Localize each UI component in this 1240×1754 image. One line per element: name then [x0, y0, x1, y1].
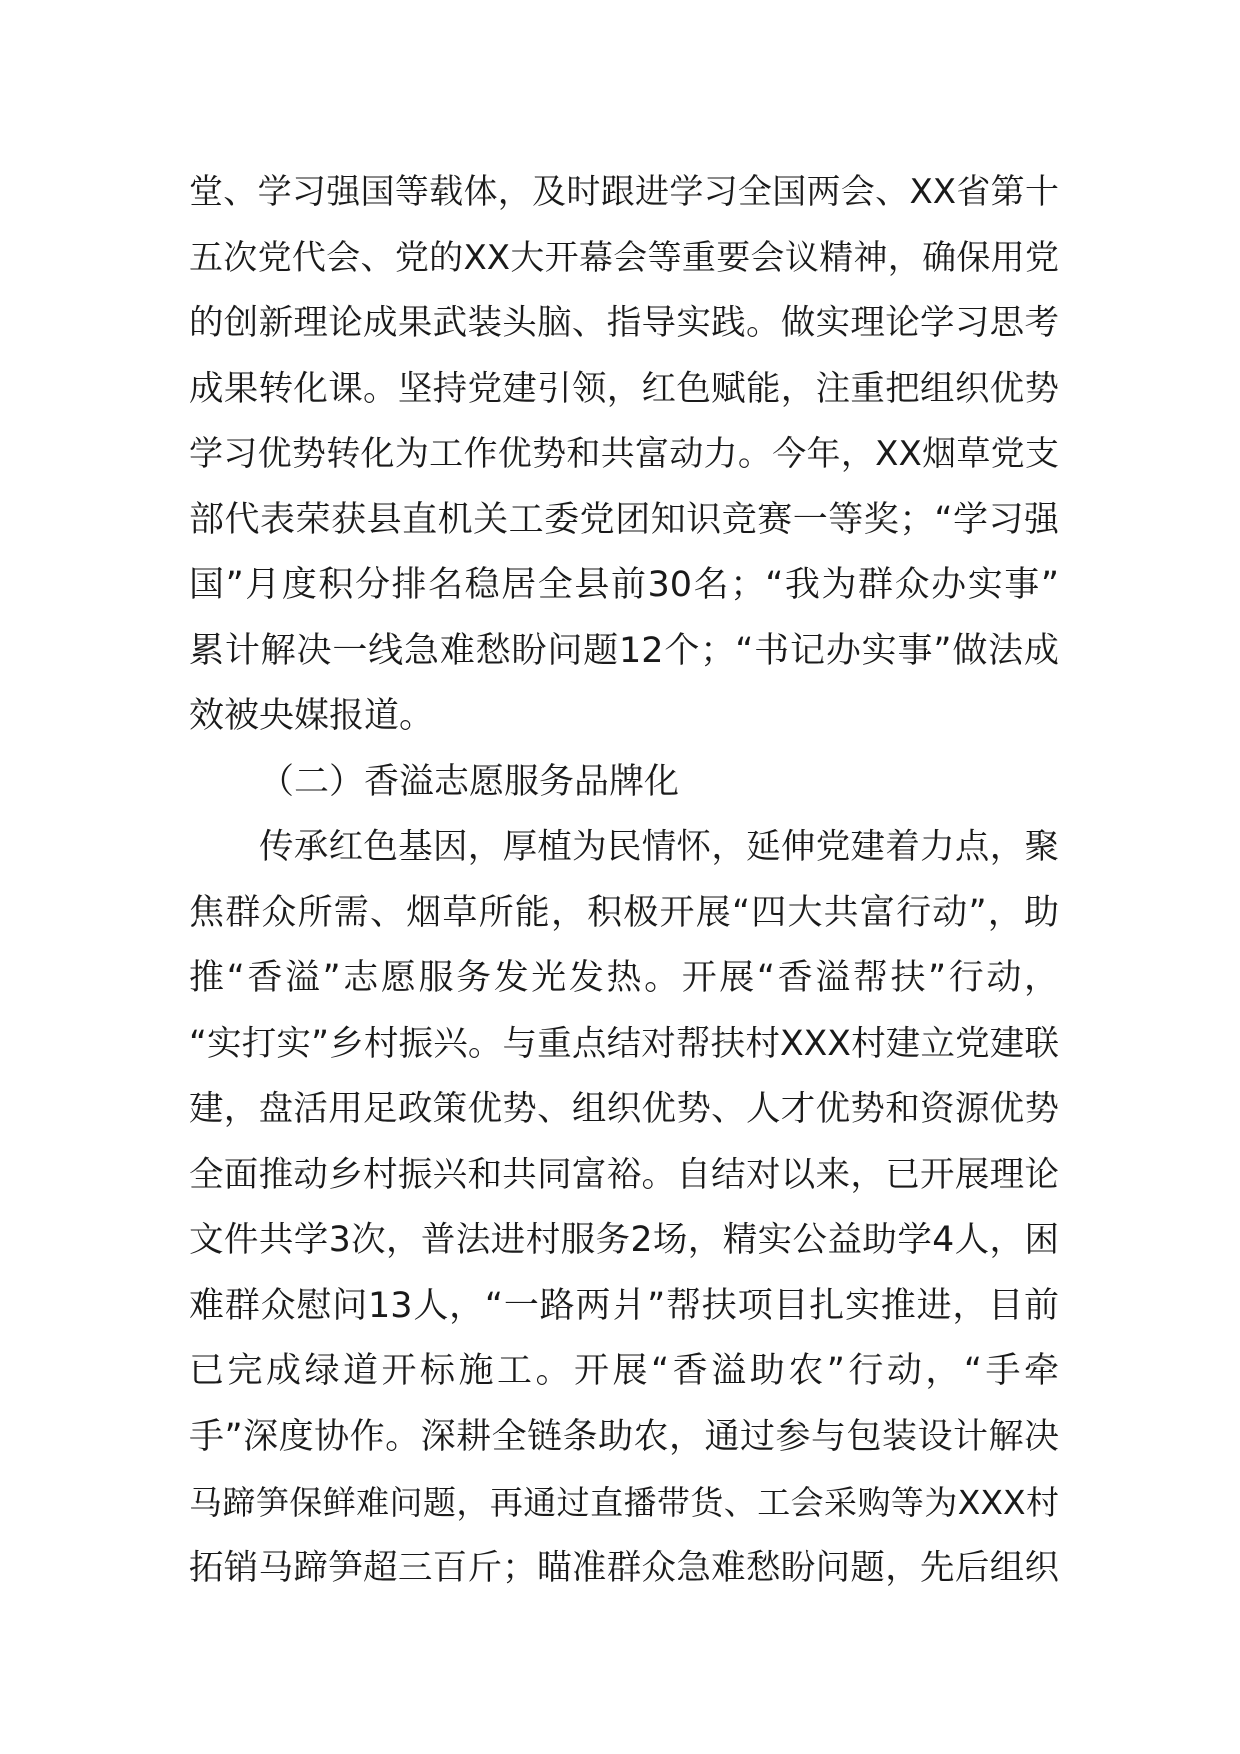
paragraph-line: 学习优势转化为工作优势和共富动力。今年，XX烟草党支	[189, 434, 1059, 474]
paragraph-line: 建，盘活用足政策优势、组织优势、人才优势和资源优势	[189, 1089, 1059, 1129]
paragraph-line: 的创新理论成果武装头脑、指导实践。做实理论学习思考	[189, 303, 1059, 343]
paragraph-line: 焦群众所需、烟草所能，积极开展“四大共富行动”，助	[189, 892, 1059, 933]
paragraph-line: 传承红色基因，厚植为民情怀，延伸党建着力点，聚	[259, 827, 1059, 867]
paragraph-line: 堂、学习强国等载体，及时跟进学习全国两会、XX省第十	[189, 172, 1059, 212]
paragraph-line: 部代表荣获县直机关工委党团知识竞赛一等奖；“学习强	[189, 499, 1059, 540]
paragraph-line: 累计解决一线急难愁盼问题12个；“书记办实事”做法成	[189, 630, 1059, 671]
paragraph-line: 难群众慰问13人，“一路两爿”帮扶项目扎实推进，目前	[189, 1285, 1059, 1326]
paragraph-line: 推“香溢”志愿服务发光发热。开展“香溢帮扶”行动，	[189, 958, 1059, 998]
paragraph-line: 已完成绿道开标施工。开展“香溢助农”行动，“手牵	[189, 1351, 1059, 1391]
paragraph-line: 马蹄笋保鲜难问题，再通过直播带货、工会采购等为XXX村	[189, 1483, 1059, 1522]
paragraph-line: 成果转化课。坚持党建引领，红色赋能，注重把组织优势	[189, 368, 1059, 409]
paragraph-line: 效被央媒报道。	[189, 696, 435, 736]
paragraph-line: “实打实”乡村振兴。与重点结对帮扶村XXX村建立党建联	[189, 1023, 1059, 1064]
document-body	[189, 160, 1059, 1601]
paragraph-line: 文件共学3次，普法进村服务2场，精实公益助学4人，困	[189, 1220, 1059, 1260]
paragraph-line: 全面推动乡村振兴和共同富裕。自结对以来，已开展理论	[189, 1154, 1059, 1195]
paragraph-line: 拓销马蹄笋超三百斤；瞄准群众急难愁盼问题，先后组织	[189, 1547, 1059, 1588]
paragraph-line: 五次党代会、党的XX大开幕会等重要会议精神，确保用党	[189, 237, 1059, 278]
paragraph-line: 手”深度协作。深耕全链条助农，通过参与包装设计解决	[189, 1416, 1059, 1457]
paragraph-line: 国”月度积分排名稳居全县前30名；“我为群众办实事”	[189, 565, 1059, 605]
section-heading: （二）香溢志愿服务品牌化	[259, 761, 680, 802]
